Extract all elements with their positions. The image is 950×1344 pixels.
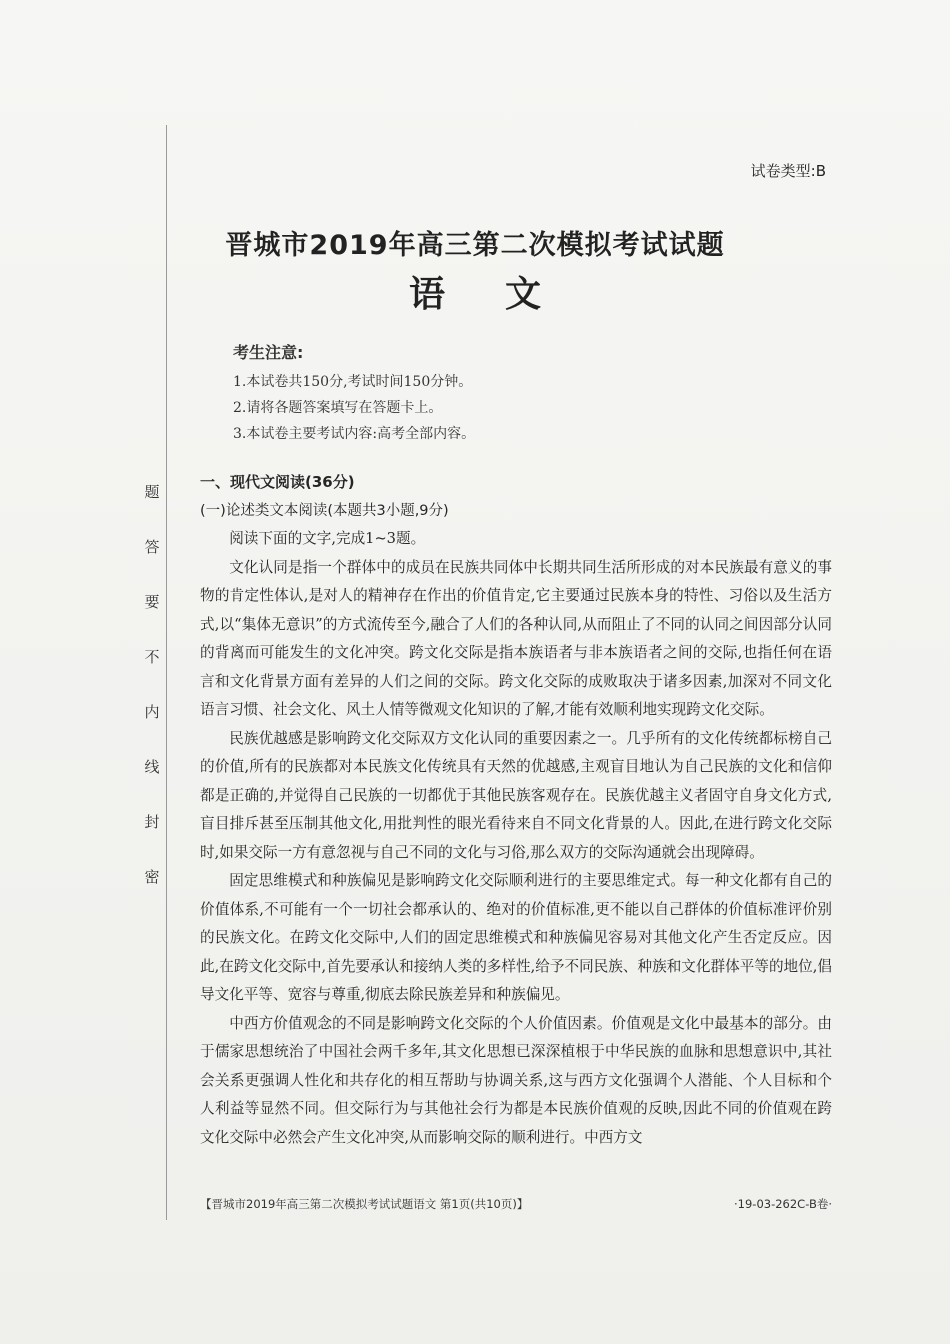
passage-paragraph: 民族优越感是影响跨文化交际双方文化认同的重要因素之一。几乎所有的文化传统都标榜自己的价值,所有的民族都对本民族文化传统具有天然的优越感,主观盲目地认为自己民族的文化和信仰都是正确的,并觉得自己民族的一切都优于其他民族客观存在。民族优越主义者固守自身文化方式,盲目排斥甚至压制其他文化,用批判性的眼光看待来自不同文化背景的人。因此,在进行跨文化交际时,如果交际一方有意忽视与自己不同的文化与习俗,那么双方的交际沟通就会出现障碍。 [200, 729, 832, 861]
sub-section-heading: (一)论述类文本阅读(本题共3小题,9分) [200, 502, 449, 519]
seal-char: 线 [144, 758, 160, 776]
exam-title: 晋城市2019年高三第二次模拟考试试题 [225, 230, 725, 261]
reading-instruction: 阅读下面的文字,完成1~3题。 [229, 530, 426, 547]
reading-section [200, 468, 832, 1152]
passage-paragraph: 中西方价值观念的不同是影响跨文化交际的个人价值因素。价值观是文化中最基本的部分。由于儒家思想统治了中国社会两千多年,其文化思想已深深植根于中华民族的血脉和思想意识中,其社会关系更强调人性化和共存化的相互帮助与协调关系,这与西方文化强调个人潜能、个人目标和个人利益等显然不同。但交际行为与其他社会行为都是本民族价值观的反映,因此不同的价值观在跨文化交际中必然会产生文化冲突,从而影响交际的顺利进行。中西方文 [200, 1014, 832, 1146]
section-heading: 一、现代文阅读(36分) [200, 473, 355, 491]
seal-char: 封 [144, 813, 160, 831]
seal-char: 题 [144, 483, 160, 501]
seal-char: 密 [144, 868, 160, 886]
notice-heading: 考生注意: [233, 343, 304, 362]
seal-char: 答 [144, 538, 160, 556]
subject-title: 语文 [408, 274, 601, 315]
footer-code: ·19-03-262C-B卷· [734, 1197, 832, 1211]
passage-paragraph: 文化认同是指一个群体中的成员在民族共同体中长期共同生活所形成的对本民族最有意义的事物的肯定性体认,是对人的精神存在作出的价值肯定,它主要通过民族本身的特性、习俗以及生活方式,以“集体无意识”的方式流传至今,融合了人们的各种认同,从而阻止了不同的认同之间因部分认同的背离而可能发生的文化冲突。跨文化交际是指本族语者与非本族语者之间的交际,也指任何在语言和文化背景方面有差异的人们之间的交际。跨文化交际的成败取决于诸多因素,加深对不同文化语言习惯、社会文化、风土人情等微观文化知识的了解,才能有效顺利地实现跨文化交际。 [200, 558, 832, 718]
seal-margin-text [140, 485, 164, 885]
notice-item: 3.本试卷主要考试内容:高考全部内容。 [233, 426, 476, 442]
paper-type-label: 试卷类型:B [750, 162, 826, 180]
page-footer [200, 1196, 832, 1212]
footer-page-info: 【晋城市2019年高三第二次模拟考试试题语文 第1页(共10页)】 [200, 1197, 529, 1211]
seal-char: 要 [144, 593, 160, 611]
passage-paragraph: 固定思维模式和种族偏见是影响跨文化交际顺利进行的主要思维定式。每一种文化都有自己的价值体系,不可能有一个一切社会都承认的、绝对的价值标准,更不能以自己群体的价值标准评价别的民族文化。在跨文化交际中,人们的固定思维模式和种族偏见容易对其他文化产生否定反应。因此,在跨文化交际中,首先要承认和接纳人类的多样性,给予不同民族、种族和文化群体平等的地位,倡导文化平等、宽容与尊重,彻底去除民族差异和种族偏见。 [200, 872, 832, 1003]
notice-item: 1.本试卷共150分,考试时间150分钟。 [233, 374, 473, 390]
seal-char: 内 [144, 703, 160, 721]
candidate-notice [233, 340, 833, 447]
notice-item: 2.请将各题答案填写在答题卡上。 [233, 400, 443, 416]
seal-char: 不 [144, 648, 160, 666]
